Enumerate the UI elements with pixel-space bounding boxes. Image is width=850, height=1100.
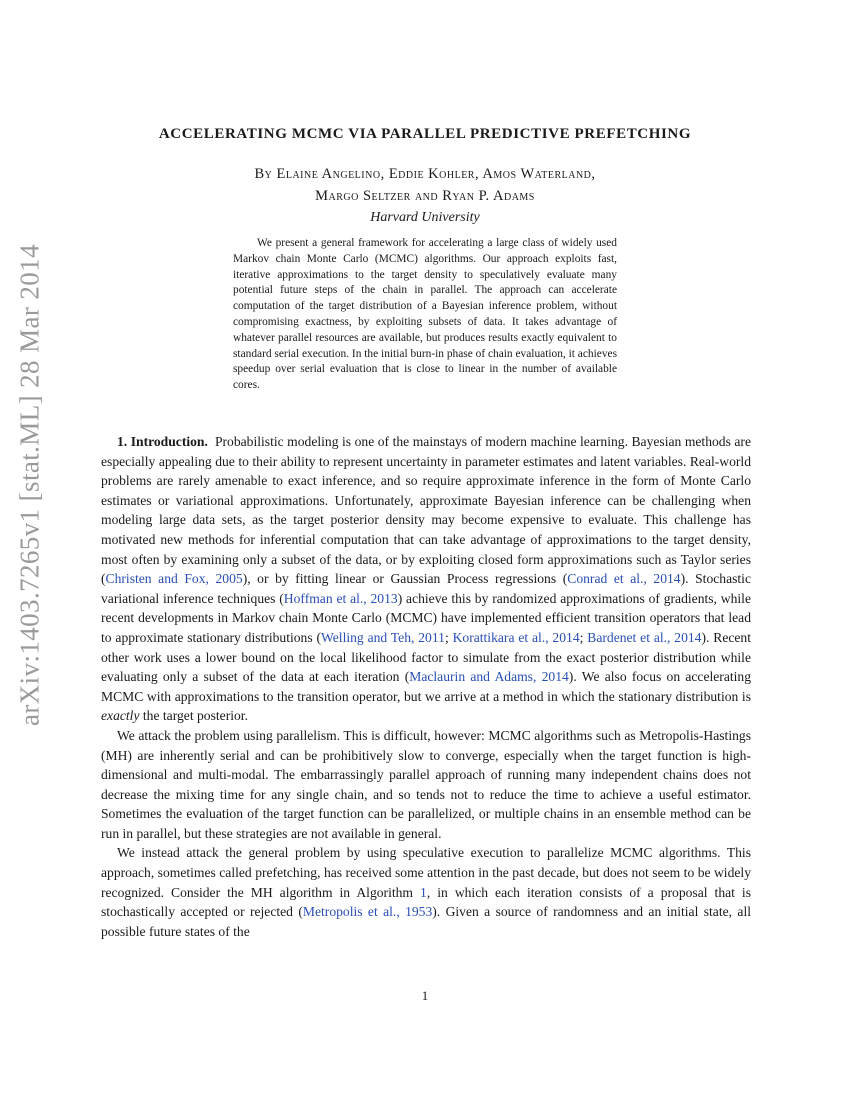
citation-link[interactable]: Korattikara et al., 2014 <box>452 629 580 645</box>
text-run: , in which each iteration consists of a proposal that is stochastically accepted or rejected ( <box>101 884 752 920</box>
text-run: ). We also focus on accelerating MCMC with approximations to the transition operator, but we arrive at a method in which the stationary distribution is <box>101 669 752 704</box>
algorithm-reference-link[interactable]: 1 <box>420 884 427 900</box>
section-number: 1. <box>117 434 128 449</box>
section-title: Introduction. <box>130 434 208 449</box>
citation-link[interactable]: Hoffman et al., 2013 <box>283 590 398 606</box>
arxiv-identifier-text: arXiv:1403.7265v1 [stat.ML] 28 Mar 2014 <box>14 243 45 727</box>
emphasis: exactly <box>101 708 140 724</box>
text-run: Probabilistic modeling is one of the mainstays of modern machine learning. Bayesian methods are especially appealing due to their ability to represent uncertainty in parameter estimates and latent variables. Real-world problems are rarely amenable to exact inference, and so require approximate inference in the form of Monte Carlo estimates or variational approximations. Unfortunately, approximate Bayesian inference can be challenging when modeling large data sets, as the target posterior density may become expensive to evaluate. This challenge has motivated new methods for inferential computation that can take advantage of approximations to the target density, most often by examining only a subset of the data, or by exploiting closed form approximations such as Taylor series ( <box>101 434 751 587</box>
page-number: 1 <box>421 988 429 1003</box>
text-run: ), or by fitting linear or Gaussian Process regressions ( <box>242 571 568 587</box>
citation-link[interactable]: Christen and Fox, 2005 <box>105 571 243 587</box>
text-run: the target posterior. <box>139 708 248 724</box>
text-run: ). Given a source of randomness and an initial state, all possible future states of the <box>101 904 751 939</box>
author-line: By Elaine Angelino, Eddie Kohler, Amos Waterland, <box>254 166 596 182</box>
paragraph: We attack the problem using parallelism. This is difficult, however: MCMC algorithms such as Metropolis-Hastings (MH) are inherently serial and can be prohibitively slow to converge, especially when the target function is high-dimensional and multi-modal. The embarrassingly parallel approach of running many independent chains does not decrease the mixing time for any single chain, and so tends not to reduce the time to achieve a useful estimator. Sometimes the evaluation of the target function can be parallelized, or multiple chains in an ensemble method can be run in parallel, but these strategies are not available in general. <box>101 727 751 841</box>
text-run: ). Recent other work uses a lower bound on the local likelihood factor to simulate from the exact posterior distribution while evaluating only a subset of the data at each iteration ( <box>101 629 751 685</box>
text-run: ; <box>579 629 588 645</box>
abstract: We present a general framework for accelerating a large class of widely used Markov chain Monte Carlo (MCMC) algorithms. Our approach exploits fast, iterative approximations to the target density to speculatively evaluate many potential future steps of the chain in parallel. The approach can accelerate computation of the target distribution of a Bayesian inference problem, without compromising exactness, by exploiting subsets of data. It takes advantage of whatever parallel resources are available, but produces results exactly equivalent to standard serial execution. In the initial burn-in phase of chain evaluation, it achieves speedup over serial evaluation that is close to linear in the number of available cores. <box>233 237 617 392</box>
text-run: ) achieve this by randomized approximations of gradients, while recent developments in Markov chain Monte Carlo (MCMC) have implemented efficient transition operators that lead to approximate stationary distributions ( <box>101 590 751 645</box>
text-run: ; <box>444 629 453 645</box>
author-list <box>100 163 750 207</box>
citation-link[interactable]: Conrad et al., 2014 <box>567 571 681 587</box>
citation-link[interactable]: Bardenet et al., 2014 <box>587 629 702 645</box>
text-run: ). Stochastic variational inference techniques ( <box>101 571 751 606</box>
citation-link[interactable]: Maclaurin and Adams, 2014 <box>409 669 569 685</box>
paragraph <box>101 843 751 941</box>
paragraph <box>101 432 751 726</box>
text-run: We instead attack the general problem by using speculative execution to parallelize MCMC algorithms. This approach, sometimes called prefetching, has received some attention in the past decade, but does not seem to be widely recognized. Consider the MH algorithm in Algorithm <box>101 845 751 900</box>
affiliation: Harvard University <box>370 210 480 225</box>
paper-title: ACCELERATING MCMC VIA PARALLEL PREDICTIVE PREFETCHING <box>158 126 692 142</box>
introduction-section <box>101 432 751 941</box>
citation-link[interactable]: Metropolis et al., 1953 <box>302 904 433 920</box>
author-line: Margo Seltzer and Ryan P. Adams <box>315 188 535 204</box>
citation-link[interactable]: Welling and Teh, 2011 <box>321 629 445 645</box>
arxiv-identifier-stamp <box>0 243 60 727</box>
